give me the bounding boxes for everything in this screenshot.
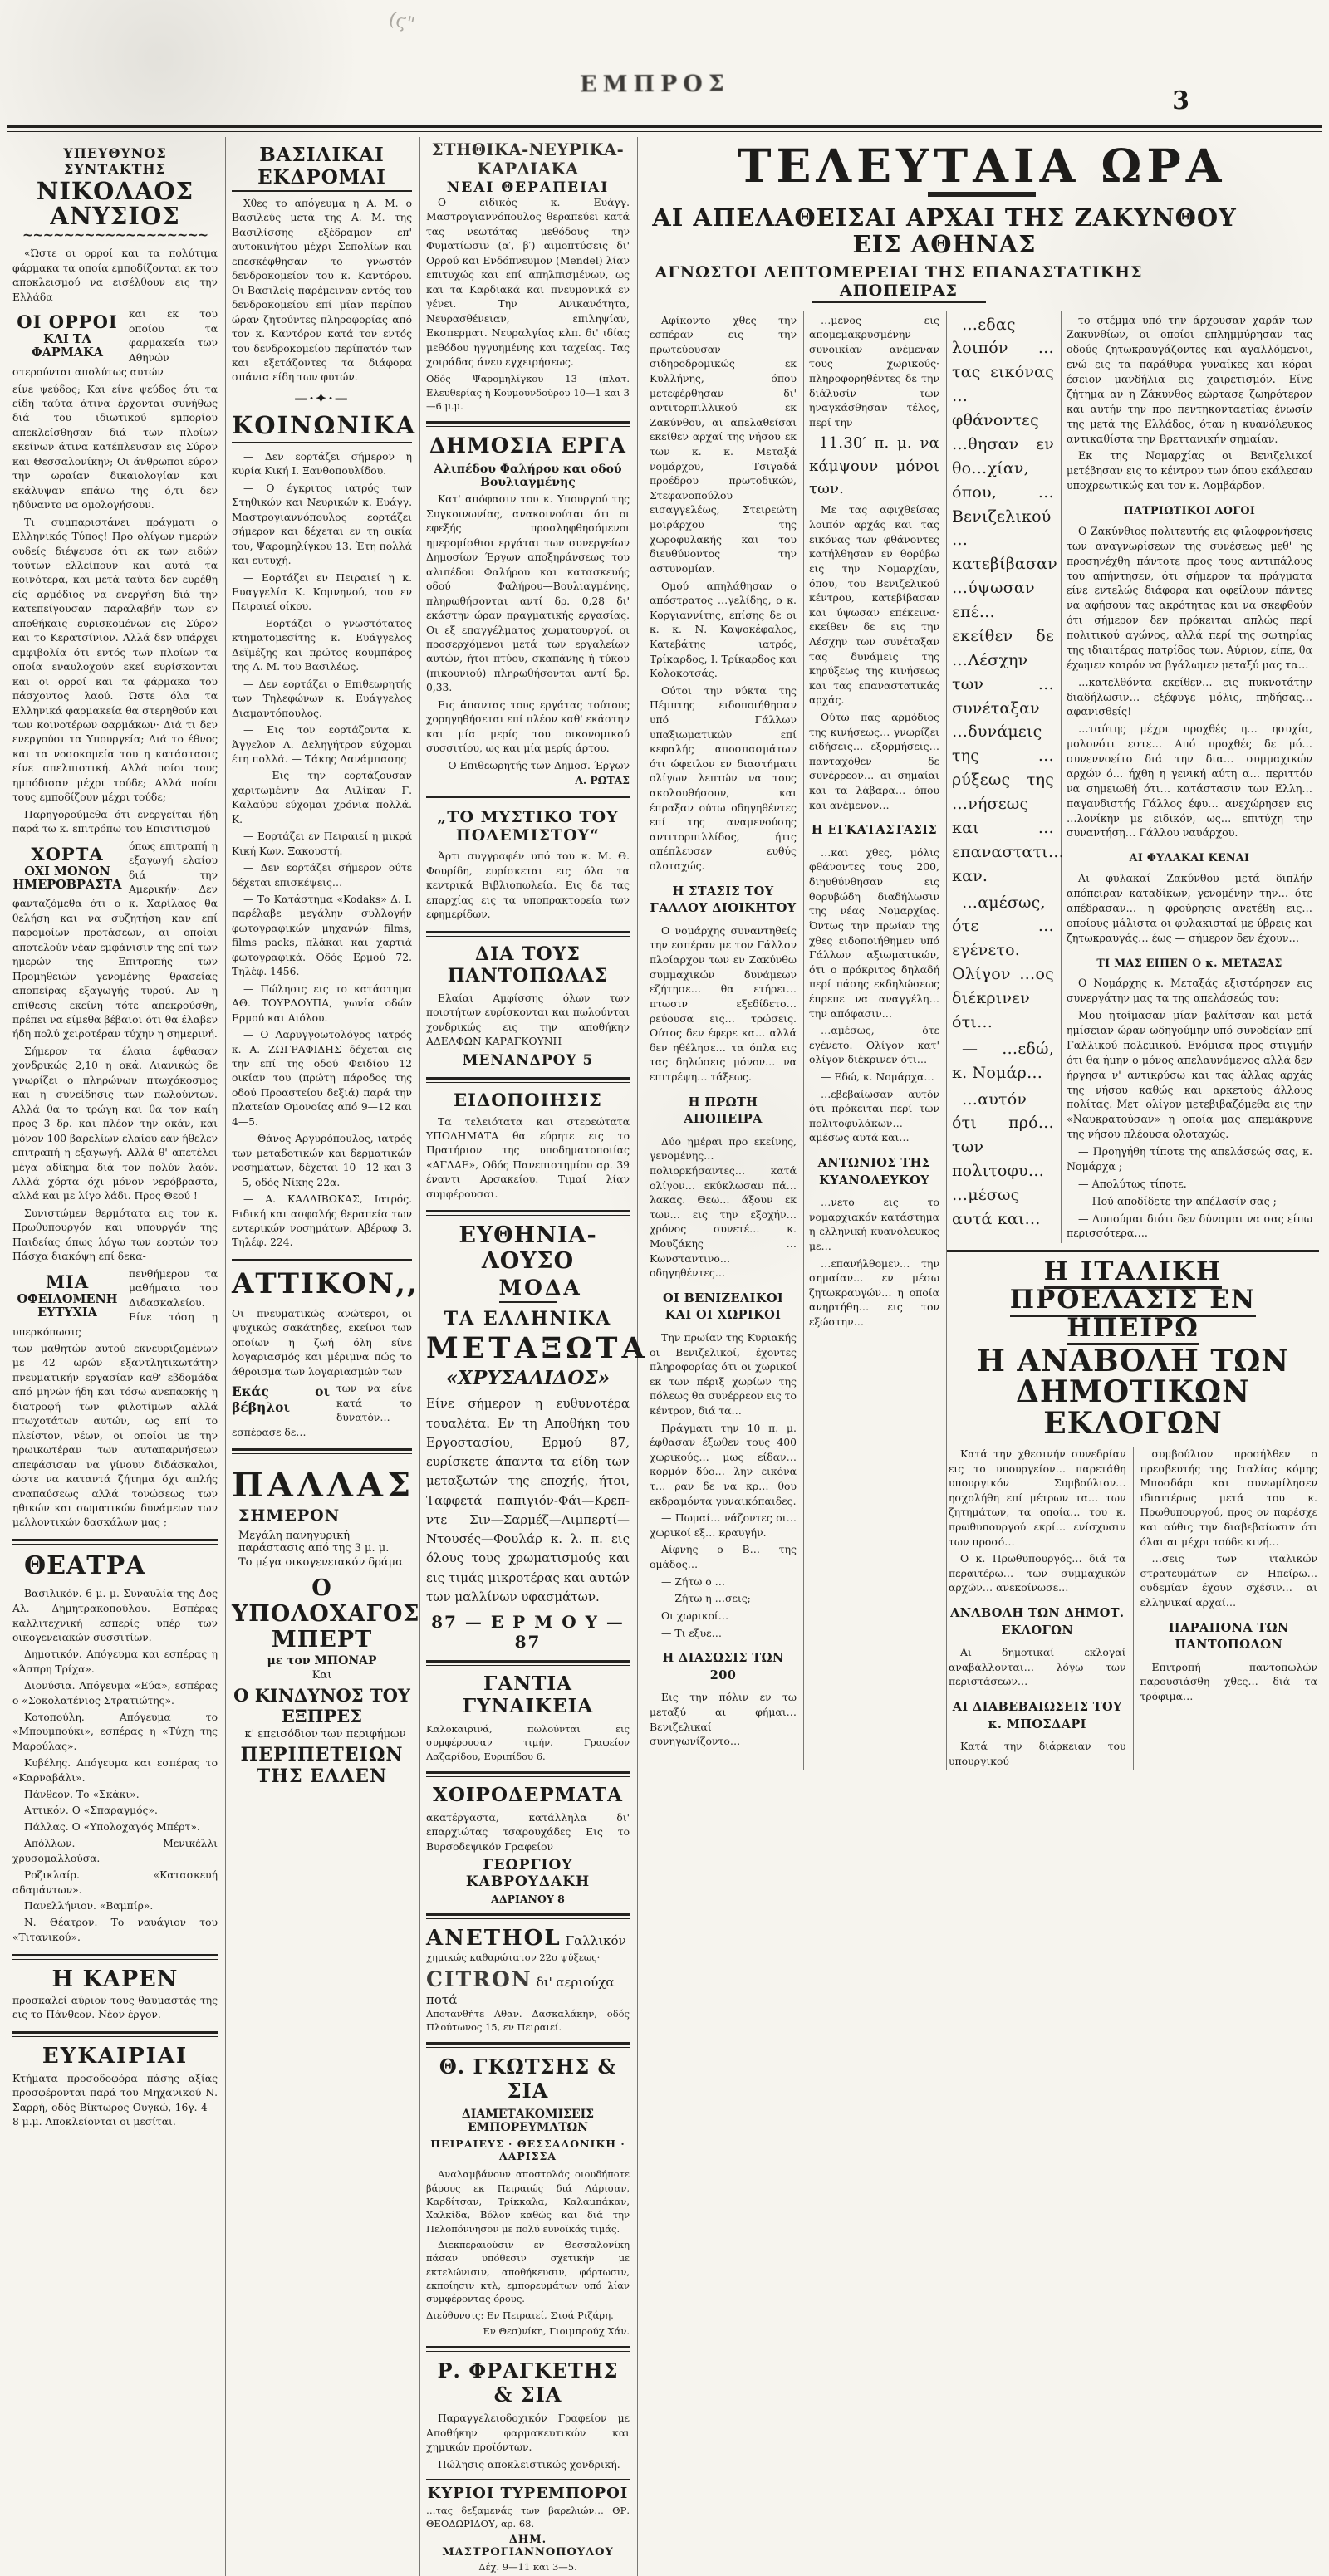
ad-body: Διεκπεραιούσιν εν Θεσσαλονίκη πάσαν υπόθεσιν σχετικήν με εκτελώνισιν, αποθήκευσιν, φόρτωσιν, εκποίησιν κτλ, εμπορευμάτων υπό λίαν συμφέροντας όρους. [426,2239,630,2305]
ad-body: Παραγγελειοδοχικόν Γραφείον με Αποθήκην φαρμακευτικών και χημικών προϊόντων. [426,2412,630,2454]
editor-label: ΥΠΕΥΘΥΝΟΣ ΣΥΝΤΑΚΤΗΣ [63,145,167,177]
ad-pantopolas [426,943,630,1069]
ad-title: «ΧΡΥΣΑΛΙΔΟΣ» [445,1367,611,1390]
ad-body: Είνε σήμερον η ευθυνοτέρα τουαλέτα. Εν τη Αποθήκη του Εργοστασίου, Ερμού 87, ευρίσκετε άπαντα τα είδη των μεταξωτών της εποχής, ήτοι, Ταφφετά παπιγιόν-Φάι—Κρεπ-ντε Σιν—Σαρμέζ—Λιμπερτί—Ντουσές—Φουλάρ κ. λ. π. εις όλους τους χρωματισμούς και εις τιμάς μικροτέρας και αυτών των μαλλίνων υφασμάτων. [426,1396,630,1604]
article-paragraph: …αυτόν ότι πρό… των πολιτοφυ… …μέσως αυτά και… [952,1090,1054,1228]
subheadline: Η ΣΤΑΣΙΣ ΤΟΥ ΓΑΛΛΟΥ ΔΙΟΙΚΗΤΟΥ [650,884,797,916]
pen-scribble-mark: (ϛ" [386,8,417,36]
news-column-a [645,311,804,1771]
headline-text: Η ΙΤΑΛΙΚΗ ΠΡΟΕΛΑΣΙΣ ΕΝ ΗΠΕΙΡΩ [1010,1256,1256,1345]
article-paragraph: Αι φυλακαί Ζακύνθου μετά διπλήν απόπειραν καταδίκων, γενομένην την… ότε απέδρασαν… η φρούρησις ανετέθη εις… οποίους μάλιστα οι φυλακισταί με ύβρεις και ζητωκραυγάς… έως — σήμερον δεν έχουν… [1067,872,1312,944]
article-paragraph: Ο Νομάρχης κ. Μεταξάς εξιστόρησεν εις συνεργάτην μας τα της απελάσεώς του: [1067,977,1312,1005]
ad-pallas-film1: Ο ΥΠΟΛΟΧΑΓΟΣ ΜΠΕΡΤ [232,1574,420,1653]
article-paragraph: Ο νομάρχης συναντηθείς την εσπέραν με τον Γάλλον πλοίαρχον των εν Ζακύνθω συμμαχικών δυνάμεων εζήτησε… θα ετήρει… πτωσιν εξεδίδετο… ρεύουσα εις… τρώσεις. Ούτος δεν έφερε κα… αλλά δεν ηθέλησε… τα όπλα εις τας δηλώσεις μόνον… να επιτρέψη… τάξεως. [650,923,797,1083]
section-title-koinonika: ΚΟΙΝΩΝΙΚΑ [232,411,412,443]
ad-pallas-title: ΠΑΛΛΑΣ [232,1465,415,1505]
subheadline: ΠΑΤΡΙΩΤΙΚΟΙ ΛΟΓΟΙ [1123,504,1256,517]
ad-address: ΑΔΡΙΑΝΟΥ 8 [491,1893,565,1906]
ad-dimosia-erga [426,433,630,787]
ad-xoirodermata [426,1784,630,1905]
article-paragraph: Σήμερον τα έλαια έφθασαν χονδρικώς 2,10 η οκά. Λιανικώς δε γνωρίζει ο πληρώνων πτωχόκοσμος και η συνείδησις των πωλούντων. Αλλά θα το τρώγη και θα τον καίη προς 3 δρ. και πλέον την οκάν, και μόνον 100 βαρελίων ελαίου εάν ήθελεν επιτραπή η εξαγωγή. Αλλά θ' απετέλει μέγα αδίκημα διά τον πολύν λαόν. Αλλά χόρτα όχι μόνον νερόβραστα, αλλά και με λίγο λάδι. Προς Θεού ! [12,1045,218,1202]
ad-signature-name: Λ. ΡΩΤΑΣ [575,774,630,787]
ad-pallas-line: Μεγάλη πανηγυρική παράστασις από της 3 μ. μ. [238,1529,390,1555]
ad-subtitle: ΔΙΑΜΕΤΑΚΟΜΙΣΕΙΣ ΕΜΠΟΡΕΥΜΑΤΩΝ [461,2108,595,2135]
ad-body: Ελαίαι Αμφίσσης όλων των ποιοτήτων ευρίσκονται και πωλούνται χονδρικώς εις την αποθήκην ΑΔΕΛΦΩΝ ΚΑΡΑΓΚΟΥΝΗ [426,992,630,1048]
ad-merchant-name: ΓΕΩΡΓΙΟΥ ΚΑΒΡΟΥΔΑΚΗ [465,1857,591,1891]
article-paragraph: Την πρωίαν της Κυριακής οι Βενιζελικοί, έχοντες πληροφορίας ότι οι χωρικοί εκ των πέριξ χωρίων της πόλεως θα συνέρρεον εις το κέντρον, διά τα… [650,1330,797,1417]
ad-rule [426,1077,630,1083]
news-column-b [804,311,947,1771]
article-paragraph: Συνιστώμεν θερμότατα εις τον κ. Πρωθυπουργόν και υπουργόν της Παιδείας όπως λόγω των εορτών του Πάσχα διακόψη επί δεκα- [12,1207,218,1263]
inset-line: ΜΙΑ [45,1271,90,1292]
article-paragraph: Επιτροπή παντοπωλών παρουσιάσθη χθες… διά τα τρόφιμα… [1140,1660,1317,1703]
theatre-listing: Πάνθεον. Το «Σκάκι». [24,1788,140,1800]
ad-address: Διεύθυνσις: Εν Πειραιεί, Στοά Ριζάρη. [426,2309,614,2321]
article-paragraph: 11.30′ π. μ. να κάμψουν μόνοι των. [809,434,939,498]
social-notice: — Εορτάζει εν Πειραιεί η μικρά Κική Κων. Ξακουστή. [232,830,412,857]
section-rule [232,1448,412,1454]
ad-fragetis [426,2358,630,2472]
subheadline: Η ΕΓΚΑΤΑΣΤΑΣΙΣ [811,823,938,838]
headline-teleytaia-ora: ΤΕΛΕΥΤΑΙΑ ΩΡΑ [737,139,1227,193]
article-paragraph: Κατά την διάρκειαν του υπουργικού [949,1740,1126,1767]
social-notice: — Α. ΚΑΛΛΙΒΩΚΑΣ, Ιατρός. Ειδική και ασφαλής θεραπεία των εντερικών νοσημάτων. Αβέρωφ 3. Τηλέφ. 224. [232,1193,412,1249]
vasilikai-text: Χθες το απόγευμα η Α. Μ. ο Βασιλεύς μετά της Α. Μ. της Βασιλίσσης εξέδραμον επ' αυτοκινήτου μέχρι Σεπολίων και επεσκέφθησαν το γνωστόν δενδροκομείον του κ. Καντόρου. Οι Βασιλείς παρέμειναν εντός του δενδροκομείου επί μίαν περίπου ώραν ζητούντες πληροφορίας από τον κ. Καντόρον κατά τον εντός του δενδροκομείου περίπατόν των και εξετάζοντες τα διάφορα σπάνια είδη των φυτών. [232,198,412,384]
section-title-efkairiai: ΕΥΚΑΙΡΙΑΙ [42,2043,189,2069]
section-italian-advance [947,1250,1319,1770]
ad-address: 87 — Ε Ρ Μ Ο Υ — 87 [431,1612,625,1653]
article-paragraph: το στέμμα υπό την άρχουσαν χαράν των Ζακυνθίων, οι οποίοι επλημμύρησαν τας οδούς ζητωκραυγάζοντες και αγαλλόμενοι, ενώ εις τα παράθυρα γυναίκες και κόραι έσειον μανδήλια εις χαιρετισμόν. Είνε ζήτημα αν η Ζάκυνθος εώρτασε ζωηρότερον και αυτήν την προ πεντηκονταετίας ένωσίν της μετά της Ελλάδος, όταν η κυανόλευκος αντικαθίστα την Βρεττανικήν σημαίαν. [1067,313,1312,445]
ad-rule [426,2346,630,2352]
ad-body: Καλοκαιρινά, πωλούνται εις συμφέρουσαν τιμήν. Γραφείον Λαζαρίδου, Ευριπίδου 6. [426,1723,630,1762]
section-rule [12,2031,218,2037]
theatre-listing: Διονύσια. Απόγευμα «Εύα», εσπέρας ο «Σοκολατένιος Στρατιώτης». [12,1679,218,1707]
article-paragraph: Κατά την χθεσινήν συνεδρίαν εις το υπουργείον… παρετάθη υπουργικόν Συμβούλιον… ησχολήθη επί μέτρων τα… των ζητημάτων, τα οποία… του κ. πρωθυπουργού εκρί… ενίσχυσιν των προσό… [949,1447,1126,1548]
article-orroi [12,307,218,380]
inset-headline-eutixia [12,1267,129,1323]
ad-rule [426,421,630,427]
ad-subtitle: ΝΕΑΙ ΘΕΡΑΠΕΙΑΙ [446,179,610,196]
article-paragraph: Αφίκοντο χθες την εσπέραν εις την πρωτεύουσαν σιδηροδρομικώς εκ Κυλλήνης, όπου μετεφέρθησαν δι' αντιτορπιλλικού εκ Ζακύνθου, αι απελαθείσαι εκείθεν αρχαί της νήσου εκ των κ. κ. Μεταξά νομάρχου, Τσιγαδά προέδρου πρωτοδικών, Στεφανοπούλου εισαγγελέως, Στειρεώτη μοιράρχου της χωροφυλακής και του διευθύνοντος την αστυνομίαν. [650,313,797,575]
ad-gotsis [426,2054,630,2338]
ad-address: ΜΕΝΑΝΔΡΟΥ 5 [462,1051,594,1069]
subheadline: ΟΙ ΒΕΝΙΖΕΛΙΚΟΙ ΚΑΙ ΟΙ ΧΩΡΙΚΟΙ [662,1290,784,1323]
headline-underline [812,301,986,303]
section-rule [232,1259,412,1261]
theatre-listing: Πάλλας. Ο «Υπολοχαγός Μπέρτ». [24,1821,200,1834]
article-lead: «Ώστε οι ορροί και τα πολύτιμα φάρμακα τα οποία εμποδίζονται εκ του αποκλεισμού να εισέλθουν εις την Ελλάδα [12,247,218,303]
theatre-listing: Πανελλήνιον. «Βαμπίρ». [24,1900,154,1912]
article-paragraph: και εκ του οποίου τα φαρμακεία των Αθηνών στερούνται απολύτως αυτών [12,308,218,379]
article-paragraph: — Ζήτω η …σεις; [661,1592,751,1605]
article-eutixia [12,1267,218,1339]
article-paragraph: …αμέσως, ότε …εγένετο. Ολίγον …ος διέκρινεν ότι… [952,893,1054,1031]
ad-pallas-with: με τον ΜΠΟΝΑΡ [267,1653,377,1668]
social-notice: — Εις την εορτάζουσαν χαριτωμένην Δα Λιλίκαν Γ. Καλαύρυ εύχομαι χρόνια πολλά. Κ. [232,770,412,825]
subheadline: ΑΝΑΒΟΛΗ ΤΩΝ ΔΗΜΟΤ. ΕΚΛΟΓΩΝ [950,1606,1125,1638]
article-paragraph: — Πού αποδίδετε την απέλασίν σας ; [1078,1194,1277,1207]
article-paragraph: …αμέσως, ότε εγένετο. Ολίγον κατ' ολίγον διέκρινεν ότι… [809,1024,939,1066]
section-title-karen: Η ΚΑΡΕΝ [51,1966,179,1992]
ad-pallas-simeron: ΣΗΜΕΡΟΝ [238,1506,341,1525]
ad-title: Ρ. ΦΡΑΓΚΕΤΗΣ & ΣΙΑ [437,2358,619,2407]
article-paragraph: Παρηγορούμεθα ότι ενεργείται ήδη παρά τω κ. επιτρόπω του Επισιτισμού [12,808,218,835]
ad-body: Ο ειδικός κ. Ευάγγ. Μαστρογιαννόπουλος θεραπεύει κατά τας νεωτάτας μεθόδους την Φυματίωσιν (α′, β′) αιμοπτύσεις δι' Ορρού και Ενδόπνευμον (Mendel) λίαν επιτυχώς και επί απηλπισμένων, ως και τα Καρδιακά και πνευμονικά εν γένει. Την Ανικανότητα, Νευρασθένειαν, επιληψίαν, Εκσπερματ. Νευραλγίας κλπ. δι' ιδίας μεθόδου ηγγυημένης και ταχείας. Τας χοιράδας άνευ εγχειρήσεως. [426,197,630,368]
column-editorial [7,137,226,2576]
article-paragraph: Ομού απηλάθησαν ο απόστρατος …γελίδης, ο κ. Κοργιαννίτης, επίσης δε οι κ. κ. Ν. Καψοκέφαλος, Κατεβάτης ιατρός, Τρίκαρδος, Ι. Τρίκαρδος και Κολοκοτσάς. [650,579,797,680]
ad-pallas-line: κ' επεισόδιον των περιφήμων [244,1727,406,1741]
subheadline: ΑΙ ΔΙΑΒΕΒΑΙΩΣΕΙΣ ΤΟΥ κ. ΜΠΟΣΔΑΡΙ [952,1700,1122,1731]
ad-metaxota [426,1222,649,1653]
ad-address: Οδός Ψαρομηλίγκου 13 (πλατ. Ελευθερίας ή Κουμουνδούρου 10—1 και 3—6 μ.μ. [426,373,630,413]
article-paragraph: όπως επιτραπή η εξαγωγή ελαίου διά την Αμερικήν· Δεν φανταζόμεθα ότι ο κ. Χαρίλαος θα θελήση και να συζητήση καν επί παρομοίων προτάσεων, αι οποίαι αποτελούν νέαν εμφάνισιν της επί των ημερών της Επιτροπής των Προμηθειών γενομένης θρασείας αποπείρας εξαγωγής τυρού. Αν η επίθεσις εκείνη τότε απεκρούσθη, πρέπει να είμεθα βέβαιοι ότι θα έλαβεν ήδη πολύ χειροτέραν τύχην η σημερινή. [12,840,218,1041]
ad-merchant-name: ΔΗΜ. ΜΑΣΤΡΟΓΙΑΝΝΟΠΟΥΛΟΥ [442,2533,614,2559]
section-latest-hour [638,137,1322,2576]
editor-name: ΝΙΚΟΛΑΟΣ ΑΝΥΣΙΟΣ [36,177,194,231]
headline-sub1: ΑΙ ΑΠΕΛΑΘΕΙΣΑΙ ΑΡΧΑΙ ΤΗΣ ΖΑΚΥΝΘΟΥ ΕΙΣ ΑΘΗΝΑΣ [652,203,1237,258]
theatre-listing: Δημοτικόν. Απόγευμα και εσπέρας η «Άσπρη Τρίχα». [12,1648,218,1676]
ad-title: ΔΙΑ ΤΟΥΣ ΠΑΝΤΟΠΩΛΑΣ [447,943,609,987]
ad-body: Αποτανθήτε Αθαν. Δασκαλάκην, οδός Πλούτωνος 15, εν Πειραιεί. [426,2007,630,2034]
subheadline: Η ΔΙΑΣΩΣΙΣ ΤΩΝ 200 [662,1651,784,1682]
social-notice: — Το Κατάστημα «Kodaks» Δ. Ι. παρέλαβε μεγάλην συλλογήν φωτογραφικών μηχανών· films, films packs, πλάκαι και χαρτιά φωτογραφικά. Οδός Ερμού 72. Τηλέφ. 1456. [232,894,412,978]
ad-pallas-film2: Ο ΚΙΝΔΥΝΟΣ ΤΟΥ ΕΞΠΡΕΣ [233,1684,410,1726]
subheadline: ΑΝΤΩΝΙΟΣ ΤΗΣ ΚΥΑΝΟΛΕΥΚΟΥ [817,1156,931,1188]
article-paragraph: είνε ψεύδος; Και είνε ψεύδος ότι τα είδη ταύτα άτινα έρχονται συνήθως διά του ιδιωτικού εμπορίου απεκλείσθησαν διά των πλοίων εκείνων άτινα κατέπλευσαν εις Σύρον και Θεσσαλονίκην; Οι άνθρωποι εύρον την ωραίαν δικαιολογίαν και εκάλυψαν επάνω της ό,τι δεν ηδύναντο να ομολογήσουν. [12,383,218,512]
social-notice: — Δεν εορτάζει ο Επιθεωρητής των Τηλεφώνων κ. Ευάγγελος Διαμαντόπουλος. [232,678,412,719]
news-column-c [947,311,1065,1244]
article-paragraph: …εδας λοιπόν …τας εικόνας …φθάνοντες …θησαν εν θο…χίαν, όπου, …Βενιζελικού …κατεβίβασαν …ύψωσαν επέ… εκείθεν δε …Λέσχην των …συνέταξαν …δυνάμεις της …ρύξεως της …νήσεως και …επαναστατι…καν. [952,315,1065,885]
ad-title: „ΤΟ ΜΥΣΤΙΚΟ ΤΟΥ ΠΟΛΕΜΙΣΤΟΥ“ [437,808,619,845]
article-paragraph: …ταύτης μέχρι προχθές η… ησυχία, μολονότι εστε… Από προχθές δε μό… συνεννοείτο διά την δια… συμμαχικών αρχών ό… ήχθη η γενική αύτη α… περιττόν να σημειωθή ότι… κατάστασιν των Ελλη… παγανδιστής Γάλλος έφυ… ανεχώρησεν εις …λονίκην με ειδικόν, ως… επιτύχη την συναντήση… Γάλλου ναυάρχου. [1067,722,1312,840]
article-paragraph: …και χθες, μόλις φθάνοντες τους 200, διηυθύνθησαν εις θορυβώδη διαδήλωσιν της νέας Νομαρχίας. Όντως την πρωίαν της χθες ειδοποιήθημεν υπό Γάλλων αξιωματικών, ότι ο πρόκριτος δηλαδή περί πάσης εκδηλώσεως έπρεπε να αναγγέλη… την απόφασιν… [809,845,939,1020]
ad-title: ΜΕΤΑΞΩΤΑ [426,1331,649,1366]
article-paragraph: Ο κ. Πρωθυπουργός… διά τα περαιτέρω… των συμμαχικών αρχών… ανεκοίνωσε… [949,1552,1126,1594]
subheadline: ΤΙ ΜΑΣ ΕΙΠΕΝ Ο κ. ΜΕΤΑΞΑΣ [1096,956,1282,969]
article-paragraph: Εκ της Νομαρχίας οι Βενιζελικοί μετέβησαν εις το κέντρον των όπου εκάλεσαν υποχρεωτικώς και τον κ. Λομβάρδον. [1067,449,1312,492]
wavy-rule: ~~~~~~~~~~~~~~~~~~ [22,226,208,242]
page-number: 3 [1172,86,1189,115]
ad-title: ΣΤΗΘΙΚΑ-ΝΕΥΡΙΚΑ-ΚΑΡΔΙΑΚΑ [431,140,625,179]
ad-subtitle: Αλιπέδου Φαλήρου και οδού Βουλιαγμένης [434,463,622,490]
ad-gantia [426,1672,630,1763]
article-paragraph: — Τι εξυε… [661,1626,722,1639]
ad-body: …τας δεξαμενάς των βαρελιών… ΘΡ. ΘΕΟΔΩΡΙΔΟΥ, αρ. 68. [426,2505,630,2530]
ad-rule [426,1660,630,1666]
theatre-listing: Κυβέλης. Απόγευμα και εσπέρας το «Καρναβάλι». [12,1757,218,1784]
article-paragraph: …επανήλθομεν… την σημαίαν… εν μέσω ζητωκραυγών… η οποία ανηρτήθη… εις τον εξώστην… [809,1256,939,1329]
ad-body: Εις άπαντας τους εργάτας τούτους χορηγηθήσεται επί πλέον καθ' εκάστην και μία μερίς του οικονομικού συσσιτίου, ως και μία μερίς άρτου. [426,698,630,755]
article-paragraph: Τι συμπαριστάνει πράγματι ο Ελληνικός Τύπος! Προ ολίγων ημερών ουδείς διέψευσε ότι εκ των ειδών τούτων ελλείπουν και αυτά τα κοινότερα, και μετά ταύτα δεν ευρέθη είς αρμόδιος να ενεργήση διά την κατεπείγουσαν παραλαβήν των εν αποθήκαις ευρισκομένων εις Σύρον και το Κερατσίνιον. Αλλά δεν υπάρχει αμφιβολία ότι εντός των πλοίων τα οποία εναυλοχούν εκεί ευρίσκονται και οι ορροί και τα φάρμακα του πάσχοντος λαού. Ώστε όλα τα Ελληνικά φαρμακεία θα στερηθούν και των κοινοτέρων φαρμάκων· Διά τι δεν ενεργούσι τα Υπουργεία; Διά το έθνος και τα νοσοκομεία του η κατάστασις είνε απελπιστική. Αλλά ποίοι τους ημπόδισαν μέχρι τούδε; Αλλά ποίοι τους εμποδίζουν μέχρι τούδε; [12,516,218,804]
social-notice: — Εορτάζει ο γνωστότατος κτηματομεσίτης κ. Ευάγγελος Δεϊμέζης και πρώτος κουμπάρος της Α. Μ. του Βασιλέως. [232,617,412,673]
ad-hours: Δέχ. 9—11 και 3—5. [478,2560,577,2573]
ad-rule [426,796,630,801]
article-paragraph: Ούτω πας αρμόδιος της κινήσεως… γνωρίζει ειδήσεις… εξορμήσεις… πανταχόθεν δε συνέρρεον… αι σημαίαι και τα λάβαρα… όπου και ανέμενον… [809,711,939,811]
article-paragraph: Ο Ζακύνθιος πολιτευτής εις φιλοφρονήσεις των αναγνωρίσεων της συνέσεως μεθ' ης προσηνέχθη πάντοτε προς τους αντιπάλους του απήντησεν, ότι σήμερον τα πράγματα είνε εντελώς διάφορα και οφείλουν πάντες να αφήσουν τας ακρότητας και να σκεφθούν ότι σήμερον δεν πρόκειται απλώς περί πολιτικού αγώνος, αλλά περί της σωτηρίας της ιδιαιτέρας πατρίδος των. Αύριον, είπε, θα έχωμεν καιρόν να βγάλωμεν μεταξύ μας τα… [1067,524,1312,671]
social-notice: — Εις τον εορτάζοντα κ. Άγγελον Λ. Δεληγήτρον εύχομαι έτη πολλά. — Τάκης Δανάμπασης [232,724,412,765]
ad-body: χημικώς καθαρώτατον 22ο ψύξεως· [426,1952,601,1964]
theatre-listing: Ροζικλαίρ. «Κατασκευή αδαμάντων». [12,1868,218,1896]
inset-line: ΚΑΙ ΤΑ ΦΑΡΜΑΚΑ [32,332,103,360]
column-social [226,137,420,2576]
section-rule [12,1539,218,1545]
inset-line: ΟΙ ΟΡΡΟΙ [17,311,118,333]
theatre-listing: Βασιλικόν. 6 μ. μ. Συναυλία της Δος Αλ. Δημητρακοπούλου. Εσπέρας καλλιτεχνική εσπερίς υπέρ των οικογενειακών συσσιτίων. [12,1587,218,1644]
headline-italiki [947,1257,1319,1342]
subheadline: Η ΠΡΩΤΗ ΑΠΟΠΕΙΡΑ [684,1095,763,1127]
ad-title: ΔΗΜΟΣΙΑ ΕΡΓΑ [429,433,626,458]
ad-pallas-kai: Και [311,1668,332,1682]
ad-title: ΧΟΙΡΟΔΕΡΜΑΤΑ [433,1784,623,1807]
section-rule [12,1954,218,1960]
social-notice: — Πώλησις εις το κατάστημα ΑΘ. ΤΟΥΡΛΟΥΠΑ, γωνία οδών Ερμού και Αιόλου. [232,982,412,1024]
inset-headline-attikon: Εκάς οι βέβηλοι [232,1383,330,1415]
section-title-attikon: ΑΤΤΙΚΟΝ,, [232,1266,419,1300]
header-rule [7,125,1322,132]
column-ads [420,137,649,2576]
headline-sub2: ΑΓΝΩΣΤΟΙ ΛΕΠΤΟΜΕΡΕΙΑΙ ΤΗΣ ΕΠΑΝΑΣΤΑΤΙΚΗΣ ΑΠΟΠΕΙΡΑΣ [655,262,1143,300]
article-paragraph: Δύο ημέραι προ εκείνης, γενομένης… πολιορκήσαντες… κατά ολίγον… εκύκλωσαν πά…λακας. Θεω… άξουν εκ των… εις την εξοχήν… χρόνος συνετέ… κ. Μουζάκης …Κωνσταντινο… οδηγηθέντες… [650,1134,797,1280]
article-chorta [12,840,218,1042]
ad-rule [426,2042,630,2048]
ad-address: Εν Θεσ)νίκη, Γιοιμπρούχ Χάν. [483,2324,630,2337]
attikon-inset-block [232,1382,412,1440]
ad-note: δι' αεριούχα ποτά [426,1974,615,2007]
ad-mystiko [426,808,630,922]
ad-title: ΕΙΔΟΠΟΙΗΣΙΣ [454,1089,602,1110]
article-paragraph: …σεις των ιταλικών στρατευμάτων εν Ηπείρω… ουδεμίαν έχουν σχέσιν… αι ελληνικαί αρχαί… [1140,1552,1317,1609]
headline-anavoli: Η ΑΝΑΒΟΛΗ ΤΩΝ ΔΗΜΟΤΙΚΩΝ ΕΚΛΟΓΩΝ [976,1343,1290,1442]
article-paragraph: — Εδώ, κ. Νομάρχα… [821,1070,934,1083]
article-paragraph: — Λυπούμαι διότι δεν δύναμαι να σας είπω περισσότερα…. [1067,1212,1312,1240]
ad-signature: Ο Επιθεωρητής των Δημοσ. Έργων [448,759,630,771]
subheadline: ΠΑΡΑΠΟΝΑ ΤΩΝ ΠΑΝΤΟΠΩΛΩΝ [1168,1620,1289,1653]
ad-sthika [426,140,630,413]
masthead-title: ΕΜΠΡΟΣ [579,71,730,98]
article-paragraph: …κατελθόντα εκείθεν… εις πυκνοτάτην διαδήλωσιν… εξέφυγε μόλις, πηδήσας… αφανισθείς! [1067,675,1312,718]
article-paragraph: Οι χωρικοί… [661,1609,729,1622]
article-paragraph: Αίφνης ο Β… της ομάδος… [650,1543,797,1571]
article-paragraph: — Προηγήθη τίποτε της απελάσεώς σας, κ. Νομάρχα ; [1067,1145,1312,1173]
ad-rule [426,1210,630,1216]
inset-line: ΟΦΕΙΛΟΜΕΝΗ ΕΥΤΥΧΙΑ [17,1291,118,1320]
theatre-listing: Αττικόν. Ο «Σπαραγμός». [24,1805,158,1817]
article-paragraph: Μου ητοίμασαν μίαν βαλίτσαν και μετά ημίσειαν ώραν ωδηγούμην υπό συνοδείαν επί Γαλλικού πολεμικού. Ενόμισα προς στιγμήν ότι θα ήμην ο μόνος απελαυνόμενος αλλά δεν ήργησα ν' αντικρύσω και τας άλλας αρχάς της νήσου καθώς και αρκετούς άλλους πολίτας. Μετ' ολίγον μετεβιβαζόμεθα εις την «Ναυκρατούσαν» η οποία μας απεμάκρυνε της νήσου πλέουσα ολοταχώς. [1067,1009,1312,1141]
theatre-listing: Κοτοπούλη. Απόγευμα το «Μπουμπούκι», εσπέρας η «Τύχη της Μαρούλας». [12,1711,218,1753]
article-paragraph: …νετο εις το νομαρχιακόν κατάστημα η ελληνική κυανόλευκος με… [809,1196,939,1253]
subheadline: ΑΙ ΦΥΛΑΚΑΙ ΚΕΝΑΙ [1129,851,1250,864]
ornament-divider: —·✦·— [294,389,350,406]
article-paragraph: — …εδώ, κ. Νομάρ… [952,1039,1054,1082]
attikon-paragraph: Οι πνευματικώς ανώτεροι, οι ψυχικώς σακάτηδες, εκείνοι των οποίων η ζωή όλη είνε λογαριασμός και μέριμνα πώς το άθροισμα των λογαριασμών των [232,1307,412,1378]
social-notice: — Εορτάζει εν Πειραιεί η κ. Ευαγγελία Κ. Κομνηνού, του εν Πειραιεί οίκου. [232,571,412,613]
social-notice: — Ο έγκριτος ιατρός των Στηθικών και Νευρικών κ. Ευάγγ. Μαστρογιαννόπουλος εορτάζει σήμερον και δέχεται εν τη οικία του, Ψαρομηλίγκου 13. Έτη πολλά και ευτυχή. [232,482,413,567]
ad-body: Αναλαμβάνουν αποστολάς οιουδήποτε βάρους εκ Πειραιώς διά Λάρισαν, Καρδίτσαν, Τρίκκαλα, Καλαμπάκαν, Χαλκίδα, Βόλον καθώς και διά την Πελοπόννησον με πολύ ευνοϊκάς τιμάς. [426,2168,630,2235]
ad-body: Πώλησις αποκλειστικώς χονδρική. [438,2458,620,2471]
ad-body: Κατ' απόφασιν του κ. Υπουργού της Συγκοινωνίας, ανακοινούται ότι οι εφεξής προσληφθησόμενοι ημερομίσθιοι εργάται των συνεργείων Δημοσίων Έργων αποξηράνσεως του αλιπέδου Φαλήρου και κατασκευής οδού Φαλήρου—Βουλιαγμένης, πληρωθήσονται αντί δρ. 0,28 δι' εκάστην ώραν πραγματικής εργασίας. Οι εξ επαγγέλματος χωματουργοί, οι προσερχόμενοι μετά των εργαλείων αυτών, ήτοι πτύου, σκαπάνης ή τύκου (πικουνιού) πληρωθήσονται αντί δρ. 0,33. [426,493,630,694]
article-paragraph: — Απολύτως τίποτε. [1078,1177,1187,1190]
ad-title: ΚΥΡΙΟΙ ΤΥΡΕΜΠΟΡΟΙ [427,2485,629,2503]
ad-body: Τα τελειότατα και στερεώτατα ΥΠΟΔΗΜΑΤΑ θα εύρητε εις το Πρατήριον της υποδηματοποιίας «ΑΓΛΑΕ», Οδός Πανεπιστημίου αρ. 39 έναντι Αρσακείου. Τιμαί λίαν συμφέρουσαι. [426,1115,630,1200]
theatre-listing: Απόλλων. Μενικέλλι χρυσομαλλούσα. [12,1838,218,1864]
inset-headline-orroi [12,307,129,363]
ad-rule [426,1913,630,1919]
italiki-column-right [1134,1447,1320,1770]
karen-text: προσκαλεί αύριον τους θαυμαστάς της εις το Πάνθεον. Νέον έργον. [12,1994,218,2021]
ad-title: ΓΑΝΤΙΑ ΓΥΝΑΙΚΕΙΑ [462,1672,594,1718]
italiki-column-left [947,1447,1134,1770]
ad-brand-citron: CITRON [426,1966,532,1991]
ad-rule [426,2479,630,2480]
ad-anethol-citron [426,1926,630,2034]
ad-brand-anethol: ANETHOL [426,1926,562,1952]
ad-title: ΕΥΘΗΝΙΑ-ΛΟΥΣΟ [459,1222,597,1275]
article-paragraph: — Πωμαί… νάζοντες οι… χωρικοί εξ… κραυγήν. [650,1511,797,1539]
ad-title: ΤΑ ΕΛΛΗΝΙΚΑ [444,1308,612,1330]
ad-tyremporoi [426,2485,630,2574]
ad-title: ΜΟΔΑ [499,1276,557,1303]
section-title-vasilikai: ΒΑΣΙΛΙΚΑΙ ΕΚΔΡΟΜΑΙ [232,144,412,192]
social-notice: — Δεν εορτάζει σήμερον ούτε δέχεται επισκέψεις… [232,862,412,889]
inset-line: ΧΟΡΤΑ [31,843,104,864]
article-paragraph: Με τας αφιχθείσας λοιπόν αρχάς και τας εικόνας των φθάνοντες κατήλθησαν εν θορύβω εις την Νομαρχίαν, όπου, του Βενιζελικού κέντρου, κατεβίβασαν και ύψωσαν επέκεινα· εκείθεν δε εις την Λέσχην των συνέταξαν τας δυνάμεις της κηρύξεως της κινήσεως και τας επαναστατικάς αρχάς. [809,503,939,707]
ad-cities: ΠΕΙΡΑΙΕΥΣ · ΘΕΣΣΑΛΟΝΙΚΗ · ΛΑΡΙΣΣΑ [430,2138,625,2163]
ad-body: Άρτι συγγραφέν υπό του κ. Μ. Θ. Φουρίδη, ευρίσκεται εις όλα τα κεντρικά Βιβλιοπωλεία. Εις δε τας επαρχίας εις τα υποπρακτορεία των εφημερίδων. [426,850,630,921]
article-paragraph: …εβεβαίωσαν αυτόν ότι πρόκειται περί των πολιτοφυλάκων… αμέσως αυτά και… [809,1087,939,1144]
article-paragraph: Ούτοι την νύκτα της Πέμπτης ειδοποιήθησαν υπό Γάλλων υπαξιωματικών επί κεφαλής αποσπασμάτων ότι ώφειλον εν διαστήματι ολίγων λεπτών να τους ακολουθήσουν, και έπραξαν ούτω οδηγηθέντες επί της αναμενούσης αντιτορπιλλίδος, ήτις απέπλευσεν ευθύς ολοταχώς. [650,683,797,873]
social-notices [232,450,412,1251]
section-title-theatra: ΘΕΑΤΡΑ [24,1550,146,1580]
social-notice: — Θάνος Αργυρόπουλος, ιατρός των μεταδοτικών και δερματικών νοσημάτων, δέχεται 10—12 και 3—5, οδός Νίκης 22α. [232,1133,412,1188]
article-paragraph: πενθήμερον τα μαθήματα του Διδασκαλείου. Είνε τόση η υπερκόπωσις [12,1267,218,1338]
theatre-listings [12,1587,218,1946]
article-paragraph: των μαθητών αυτού εκνευριζομένων με 42 ωρών εξαντλητικωτάτην πνευματικήν εργασίαν καθ' εβδομάδα από μηνών ήδη και τόσω ανεπαρκής η διατροφή των φιλοτίμων αλλά πτωχοτάτων αυτών, ως επί το πλείστον, νέων, οι οποίοι με την ηρωικωτέραν των αυταπαρνήσεων απεφάσισαν να γίνουν διδάσκαλοι, ώστε να καταντά ζήτημα όχι απλής αναπαύσεως αλλά τονώσεως των ηθικών και σωματικών δυνάμεων των μελλοντικών δασκάλων μας ; [12,1343,218,1529]
article-paragraph: — Ζήτω ο … [661,1574,726,1588]
article-paragraph: Πράγματι την 10 π. μ. έφθασαν έξωθεν τους 400 χωρικούς… μως είδαν… κορμόν δύο… λην εικόνα τ… ραν δε να κρ… θου εκδραμόντα γυναικόπαιδες. [650,1421,797,1507]
ad-rule [426,1771,630,1777]
inset-headline-chorta [12,840,129,895]
inset-line: ΟΧΙ ΜΟΝΟΝ ΗΜΕΡΟΒΡΑΣΤΑ [12,864,122,892]
ad-pallas-line: Το μέγα οικογενειακόν δράμα [238,1555,403,1569]
ad-note: Γαλλικόν [565,1933,626,1949]
ad-title: Θ. ΓΚΩΤΣΗΣ & ΣΙΑ [439,2054,617,2103]
article-paragraph: συμβούλιον προσήλθεν ο πρεσβευτής της Ιταλίας κόμης Μποσδάρι και συνωμίλησεν ιδιαιτέρως μετά του κ. Πρωθυπουργού, προς ον παρέσχε και αύθις την διαβεβαίωσιν ότι όλαι αι μέχρι τούδε κινή… [1140,1447,1317,1548]
efkairiai-text: Κτήματα προσοδοφόρα πάσης αξίας προσφέρονται παρά του Μηχανικού Ν. Σαρρή, οδός Βίκτωρος Ουγκώ, 16γ. 4—8 μ.μ. Αποκλείονται οι μεσίται. [12,2072,218,2128]
social-notice: — Ο Λαρυγγοωτολόγος ιατρός κ. Α. ΖΩΓΡΑΦΙΔΗΣ δέχεται εις την επί της οδού Φειδίου 12 οικίαν του (πρώτη πάροδος της οδού Προαστείου δεξιά) παρά την πλατείαν Ομονοίας από 9—12 και 4—5. [232,1029,412,1128]
page-header [0,0,1329,125]
article-paragraph: …μενος εις απομεμακρυσμένην συνοικίαν ανέμεναν τους χωρικούς· πληροφορηθέντες δε την διάλυσίν των ηναγκάσθησαν τέλος, περί την [809,313,939,429]
ad-pallas-film3: ΠΕΡΙΠΕΤΕΙΩΝ ΤΗΣ ΕΛΛΕΝ [240,1743,404,1787]
ad-eidopoiisis [426,1090,630,1202]
article-paragraph: Αι δημοτικαί εκλογαί αναβάλλονται… λόγω των περιστάσεων… [949,1646,1126,1688]
ad-body: ακατέργαστα, κατάλληλα δι' επαρχιώτας τσαρουχάδες Εις το Βυρσοδεψικόν Γραφείον [426,1812,630,1853]
news-column-d [1062,311,1319,1244]
theatre-listing: Ν. Θέατρον. Το ναυάγιον του «Τιτανικού». [12,1917,218,1944]
article-paragraph: Εις την πόλιν εν τω μεταξύ αι φήμαι… Βενιζελικαί συνηγωνίζοντο… [650,1691,797,1748]
social-notice: — Δεν εορτάζει σήμερον η κυρία Κική Ι. Ξανθοπουλίδου. [232,450,412,477]
ad-rule [426,931,630,937]
article-paragraph: των να είνε κατά το δυνατόν… εσπέρασε δε… [232,1383,412,1438]
